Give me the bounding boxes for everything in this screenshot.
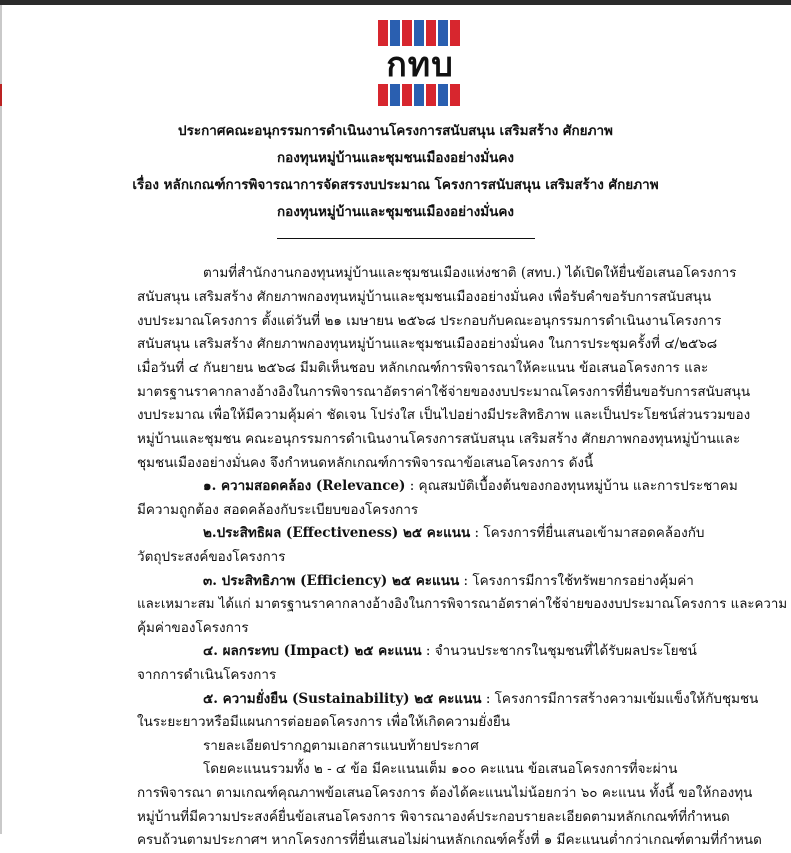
criterion-sustainability xyxy=(203,688,758,712)
criterion-text: : โครงการมีการสร้างความเข้มแข็งให้กับชุมชน xyxy=(481,691,759,707)
criterion-text: : คุณสมบัติเบื้องต้นของกองทุนหมู่บ้าน และการประชาคม xyxy=(405,478,738,494)
subject-line: เรื่อง หลักเกณฑ์การพิจารณาการจัดสรรงบประมาณ โครงการสนับสนุน เสริมสร้าง ศักยภาพ xyxy=(132,177,659,193)
criterion-cont: ในระยะยาวหรือมีแผนการต่อยอดโครงการ เพื่อให้เกิดความยั่งยืน xyxy=(137,714,511,730)
intro-line: งบประมาณโครงการ ตั้งแต่วันที่ ๒๑ เมษายน ๒๕๖๘ ประกอบกับคณะอนุกรรมการดำเนินงานโครงการ xyxy=(137,313,722,329)
criterion-cont: วัตถุประสงค์ของโครงการ xyxy=(137,549,286,565)
criterion-relevance xyxy=(203,475,738,499)
top-border xyxy=(0,0,791,5)
criterion-heading: ๒.ประสิทธิผล (Effectiveness) ๒๕ คะแนน xyxy=(203,525,471,541)
intro-line: เมื่อวันที่ ๔ กันยายน ๒๕๖๘ มีมติเห็นชอบ หลักเกณฑ์การพิจารณาให้คะแนน ข้อเสนอโครงการ และ xyxy=(137,360,709,376)
closing-line: หมู่บ้านที่มีความประสงค์ยื่นข้อเสนอโครงการ พิจารณาองค์ประกอบรายละเอียดตามหลักเกณฑ์ที่กำหนด xyxy=(137,809,730,825)
intro-line: หมู่บ้านและชุมชน คณะอนุกรรมการดำเนินงานโครงการสนับสนุน เสริมสร้าง ศักยภาพกองทุนหมู่บ้านและ xyxy=(137,431,741,447)
criterion-effectiveness xyxy=(203,522,705,546)
fund-name: กองทุนหมู่บ้านและชุมชนเมืองอย่างมั่นคง xyxy=(276,150,514,166)
intro-line: ตามที่สำนักงานกองทุนหมู่บ้านและชุมชนเมืองแห่งชาติ (สทบ.) ได้เปิดให้ยื่นข้อเสนอโครงการ xyxy=(203,265,737,281)
criterion-cont: จากการดำเนินโครงการ xyxy=(137,667,277,683)
intro-line: สนับสนุน เสริมสร้าง ศักยภาพกองทุนหมู่บ้านและชุมชนเมืองอย่างมั่นคง ในการประชุมครั้งที่ ๔/๒๕๖๘ xyxy=(137,336,718,352)
criterion-efficiency xyxy=(203,570,694,594)
margin-mark xyxy=(0,84,15,106)
closing-line: การพิจารณา ตามเกณฑ์คุณภาพข้อเสนอโครงการ ต้องได้คะแนนไม่น้อยกว่า ๖๐ คะแนน ทั้งนี้ ขอให้กองทุน xyxy=(137,785,753,801)
criterion-text: : โครงการที่ยื่นเสนอเข้ามาสอดคล้องกับ xyxy=(470,525,705,541)
criterion-heading: ๓. ประสิทธิภาพ (Efficiency) ๒๕ คะแนน xyxy=(203,573,460,589)
kthb-logo xyxy=(378,20,462,106)
intro-line: งบประมาณ เพื่อให้มีความคุ้มค่า ชัดเจน โปร่งใส เป็นไปอย่างมีประสิทธิภาพ และเป็นประโยชน์ส่วนรวมของ xyxy=(137,407,751,423)
subject-line-cont: กองทุนหมู่บ้านและชุมชนเมืองอย่างมั่นคง xyxy=(276,204,514,220)
criterion-text: : จำนวนประชากรในชุมชนที่ได้รับผลประโยชน์ xyxy=(421,643,697,659)
intro-line: สนับสนุน เสริมสร้าง ศักยภาพกองทุนหมู่บ้านและชุมชนเมืองอย่างมั่นคง เพื่อรับคำขอรับการสนับสนุน xyxy=(137,289,712,305)
announcement-title: ประกาศคณะอนุกรรมการดำเนินงานโครงการสนับสนุน เสริมสร้าง ศักยภาพ xyxy=(178,123,613,139)
criterion-cont: คุ้มค่าของโครงการ xyxy=(137,620,249,636)
criterion-impact xyxy=(203,640,697,664)
intro-line: ชุมชนเมืองอย่างมั่นคง จึงกำหนดหลักเกณฑ์การพิจารณาข้อเสนอโครงการ ดังนี้ xyxy=(137,455,594,471)
criterion-heading: ๔. ผลกระทบ (Impact) ๒๕ คะแนน xyxy=(203,643,422,659)
criterion-text: : โครงการมีการใช้ทรัพยากรอย่างคุ้มค่า xyxy=(459,573,694,589)
criterion-cont: และเหมาะสม ได้แก่ มาตรฐานราคากลางอ้างอิงในการพิจารณาอัตราค่าใช้จ่ายของงบประมาณโครงการ และความ xyxy=(137,596,788,612)
criterion-heading: ๑. ความสอดคล้อง (Relevance) xyxy=(203,478,406,494)
closing-line: ครบถ้วนตามประกาศฯ หากโครงการที่ยื่นเสนอไม่ผ่านหลักเกณฑ์ครั้งที่ ๑ มีคะแนนต่ำกว่าเกณฑ์ตามที่กำหนด xyxy=(137,832,762,848)
intro-line: มาตรฐานราคากลางอ้างอิงในการพิจารณาอัตราค่าใช้จ่ายของงบประมาณโครงการที่ยื่นขอรับการสนับสนุน xyxy=(137,384,751,400)
details-note: รายละเอียดปรากฏตามเอกสารแนบท้ายประกาศ xyxy=(203,738,479,754)
title-underline xyxy=(277,238,535,239)
criterion-heading: ๕. ความยั่งยืน (Sustainability) ๒๕ คะแนน xyxy=(203,691,482,707)
criterion-cont: มีความถูกต้อง สอดคล้องกับระเบียบของโครงการ xyxy=(137,502,419,518)
logo-text: กทบ xyxy=(378,46,462,84)
closing-line: โดยคะแนนรวมทั้ง ๒ - ๔ ข้อ มีคะแนนเต็ม ๑๐๐ คะแนน ข้อเสนอโครงการที่จะผ่าน xyxy=(203,761,678,777)
